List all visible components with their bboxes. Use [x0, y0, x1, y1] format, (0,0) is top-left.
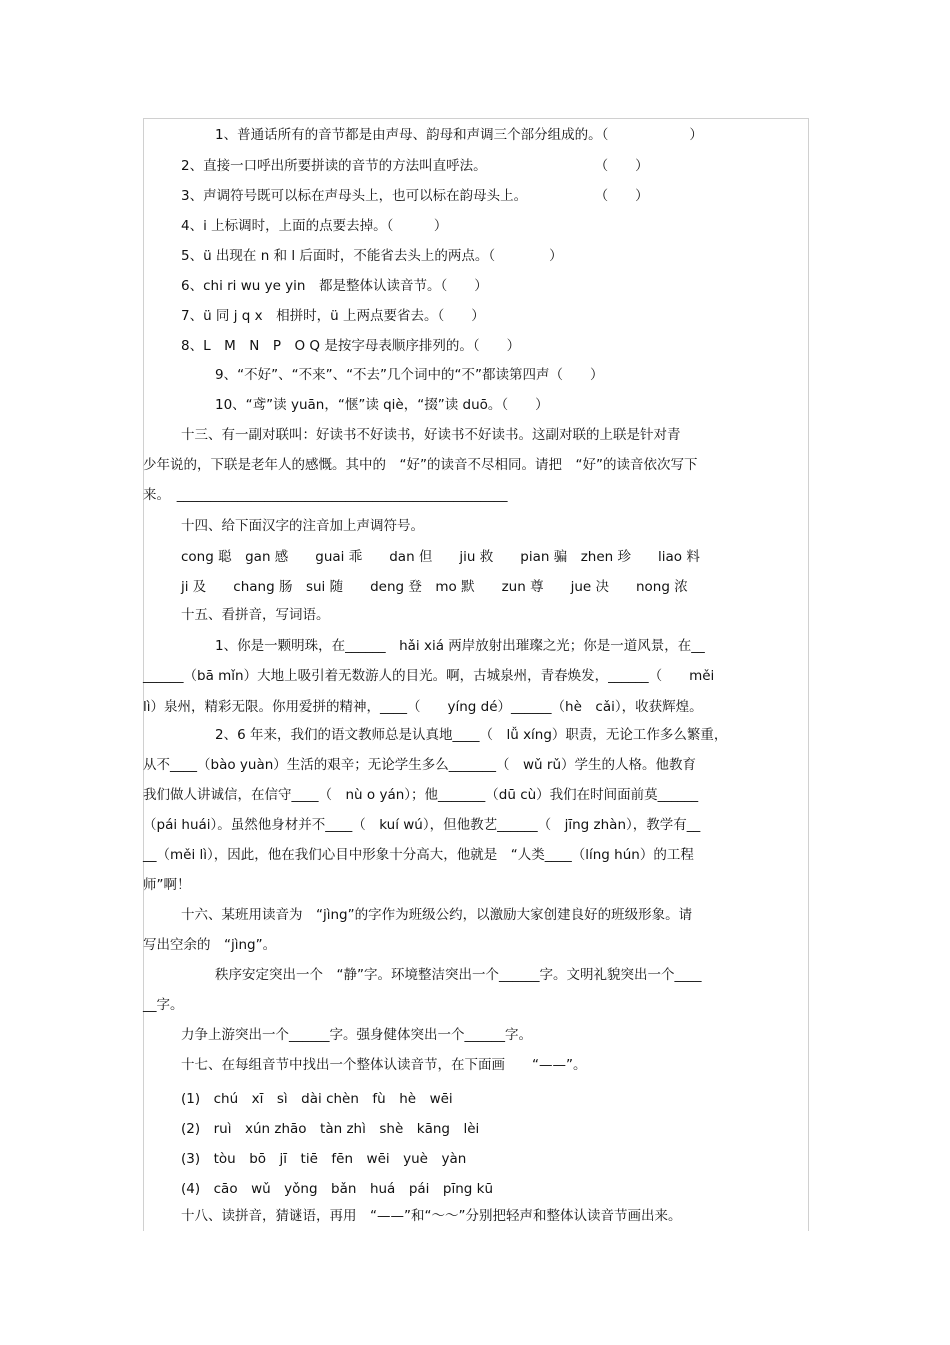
- tf-item-5: 5、ü 出现在 n 和 l 后面时，不能省去头上的两点。（ ）: [181, 248, 563, 264]
- section-15-p2-line-1: 2、6 年来，我们的语文教师总是认真地____（ lǚ xíng）职责，无论工作多么繁重，: [215, 727, 728, 743]
- section-15-p2-line-3: 我们做人讲诚信，在信守____（ nù o yán）；他_______（dū cù）我们在时间面前莫______: [143, 787, 699, 803]
- section-17-heading: 十七、在每组音节中找出一个整体认读音节，在下面画 “——”。: [181, 1057, 587, 1073]
- section-15-p2-line-2: 从不____（bào yuàn）生活的艰辛；无论学生多么_______（ wǔ rǔ）学生的人格。他教育: [143, 757, 697, 773]
- section-18-heading: 十八、读拼音，猜谜语，再用 “——”和“～～”分别把轻声和整体认读音节画出来。: [181, 1208, 682, 1224]
- tf-item-2: 2、直接一口呼出所要拼读的音节的方法叫直呼法。 （ ）: [181, 158, 649, 174]
- tf-item-10: 10、“鸢”读 yuān，“惬”读 qiè，“掇”读 duō。（ ）: [215, 397, 549, 413]
- tf-item-8: 8、L M N P O Q 是按字母表顺序排列的。（ ）: [181, 338, 521, 354]
- tf-item-3: 3、声调符号既可以标在声母头上，也可以标在韵母头上。 （ ）: [181, 188, 649, 204]
- pinyin-row-2: ji 及 chang 肠 sui 随 deng 登 mo 默 zun 尊 jue 决 nong 浓: [181, 579, 688, 595]
- section-16-line-1: 秩序安定突出一个 “静”字。环境整洁突出一个______字。文明礼貌突出一个____: [215, 967, 702, 983]
- section-13-text: 少年说的，下联是老年人的感慨。其中的 “好”的读音不尽相同。请把 “好”的读音依次写下: [143, 457, 698, 473]
- section-15-p1-line-3: lì）泉州，精彩无限。你用爱拼的精神，____（ yíng dé）______（hè cǎi），收获辉煌。: [143, 699, 703, 715]
- section-13-heading: 十三、有一副对联叫：好读书不好读书，好读书不好读书。这副对联的上联是针对青: [181, 427, 681, 443]
- section-15-p2-line-4: （pái huái）。虽然他身材并不____（ kuí wú），但他教艺______（ jīng zhàn），教学有__: [143, 817, 701, 833]
- section-16-line-2: __字。: [143, 997, 184, 1013]
- syllable-group-3: (3) tòu bō jī tiē fēn wēi yuè yàn: [181, 1151, 467, 1167]
- tf-item-9: 9、“不好”、“不来”、“不去”几个词中的“不”都读第四声（ ）: [215, 367, 604, 383]
- section-13-answer-line: 来。 _________________________________________________: [143, 487, 508, 503]
- pinyin-row-1: cong 聪 gan 感 guai 乖 dan 但 jiu 救 pian 骗 zhen 珍 liao 料: [181, 549, 700, 565]
- section-15-p2-line-6: 师”啊！: [143, 877, 191, 893]
- tf-item-7: 7、ü 同 j q x 相拼时，ü 上两点要省去。（ ）: [181, 308, 485, 324]
- section-16-text: 写出空余的 “jìng”。: [143, 937, 277, 953]
- tf-item-4: 4、i 上标调时，上面的点要去掉。（ ）: [181, 218, 448, 234]
- section-16-line-3: 力争上游突出一个______字。强身健体突出一个______字。: [181, 1027, 532, 1043]
- tf-item-6: 6、chi ri wu ye yin 都是整体认读音节。（ ）: [181, 278, 488, 294]
- section-15-p2-line-5: __（měi lì），因此，他在我们心目中形象十分高大，他就是 “人类____（líng hún）的工程: [143, 847, 694, 863]
- section-15-p1-line-2: ______（bā mǐn）大地上吸引着无数游人的目光。啊，古城泉州，青春焕发，______（ měi: [143, 668, 715, 684]
- syllable-group-2: (2) ruì xún zhāo tàn zhì shè kāng lèi: [181, 1121, 480, 1137]
- section-15-heading: 十五、看拼音，写词语。: [181, 607, 330, 623]
- syllable-group-4: (4) cāo wǔ yǒng bǎn huá pái pīng kū: [181, 1181, 494, 1197]
- syllable-group-1: (1) chú xī sì dài chèn fù hè wēi: [181, 1091, 453, 1107]
- section-15-p1-line-1: 1、你是一颗明珠，在______ hǎi xiá 两岸放射出璀璨之光；你是一道风景，在__: [215, 638, 705, 654]
- section-14-heading: 十四、给下面汉字的注音加上声调符号。: [181, 518, 424, 534]
- section-16-heading: 十六、某班用读音为 “jìng”的字作为班级公约，以激励大家创建良好的班级形象。请: [181, 907, 693, 923]
- tf-item-1: 1、普通话所有的音节都是由声母、韵母和声调三个部分组成的。（ ）: [215, 127, 703, 143]
